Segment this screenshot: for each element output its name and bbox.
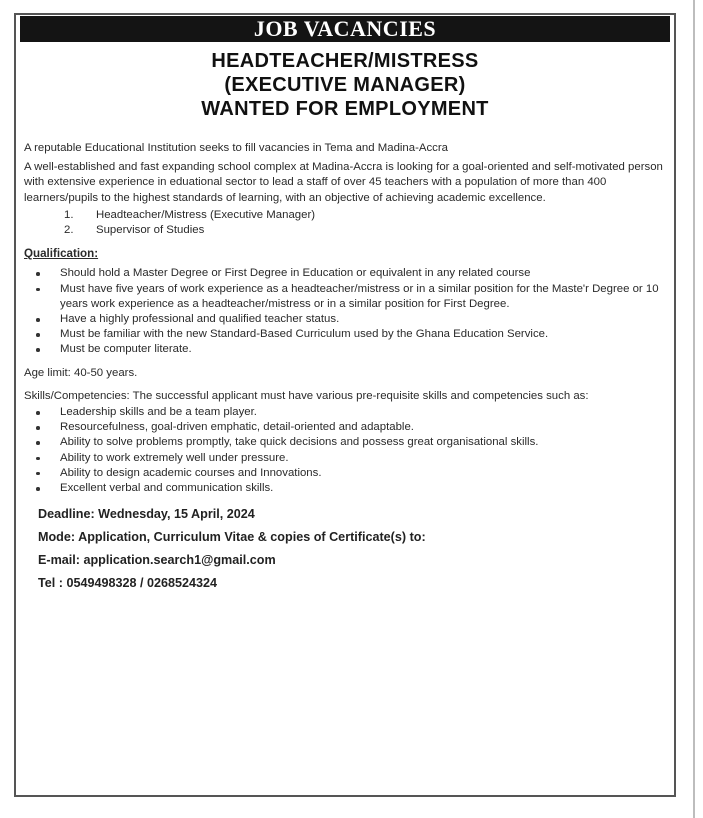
- skills-intro-text: Skills/Competencies: The successful applicant must have various pre-requisite skills and competencies such as:: [24, 389, 589, 402]
- heading-line-1: HEADTEACHER/MISTRESS: [211, 50, 479, 72]
- deadline-text: Deadline: Wednesday, 15 April, 2024: [38, 507, 255, 522]
- list-item: Must have five years of work experience as a headteacher/mistress or in a similar position for the Maste'r Degree or 10 years work experience as a headteacher/mistress or in a similar position for First Degree.: [24, 282, 664, 312]
- positions-list: [24, 208, 664, 238]
- list-item: Excellent verbal and communication skills.: [24, 481, 664, 496]
- email-text[interactable]: E-mail: application.search1@gmail.com: [38, 553, 276, 568]
- heading-line-3: WANTED FOR EMPLOYMENT: [201, 98, 489, 120]
- application-mode-text: Mode: Application, Curriculum Vitae & copies of Certificate(s) to:: [38, 530, 426, 545]
- list-item: Ability to work extremely well under pressure.: [24, 451, 664, 466]
- advert-body: [24, 141, 664, 591]
- skills-list: [24, 405, 664, 496]
- position-label: Supervisor of Studies: [96, 224, 205, 237]
- list-item: Should hold a Master Degree or First Degree in Education or equivalent in any related course: [24, 266, 664, 281]
- position-number: 2.: [64, 224, 74, 237]
- intro-text: A reputable Educational Institution seeks to fill vacancies in Tema and Madina-Accra: [24, 142, 449, 154]
- heading-line-2: (EXECUTIVE MANAGER): [224, 74, 466, 96]
- list-item: Leadership skills and be a team player.: [24, 405, 664, 420]
- advert-heading: [20, 49, 670, 121]
- description-text: A well-established and fast expanding school complex at Madina-Accra is looking for a goal-oriented and self-motivated person with extensive experience in eduational sector to lead a staff of over 45 teachers with a population of more than 400 learners/pupils to the highest standards of learning, with an objective of achieving academic excellence.: [24, 161, 663, 204]
- list-item: [24, 223, 664, 238]
- list-item: [24, 208, 664, 223]
- list-item: Must be computer literate.: [24, 342, 664, 357]
- position-number: 1.: [64, 208, 74, 221]
- list-item: Ability to solve problems promptly, take quick decisions and possess great organisational skills.: [24, 435, 664, 450]
- age-limit-text: Age limit: 40-50 years.: [24, 366, 138, 379]
- job-vacancies-banner: JOB VACANCIES: [20, 16, 670, 42]
- qualifications-list: [24, 266, 664, 357]
- list-item: Ability to design academic courses and Innovations.: [24, 466, 664, 481]
- position-label: Headteacher/Mistress (Executive Manager): [96, 208, 316, 221]
- list-item: Have a highly professional and qualified teacher status.: [24, 312, 664, 327]
- telephone-text[interactable]: Tel : 0549498328 / 0268524324: [38, 576, 218, 591]
- list-item: Resourcefulness, goal-driven emphatic, detail-oriented and adaptable.: [24, 420, 664, 435]
- list-item: Must be familiar with the new Standard-Based Curriculum used by the Ghana Education Service.: [24, 327, 664, 342]
- qualification-heading: Qualification:: [24, 247, 99, 261]
- page-edge-line: [693, 0, 695, 818]
